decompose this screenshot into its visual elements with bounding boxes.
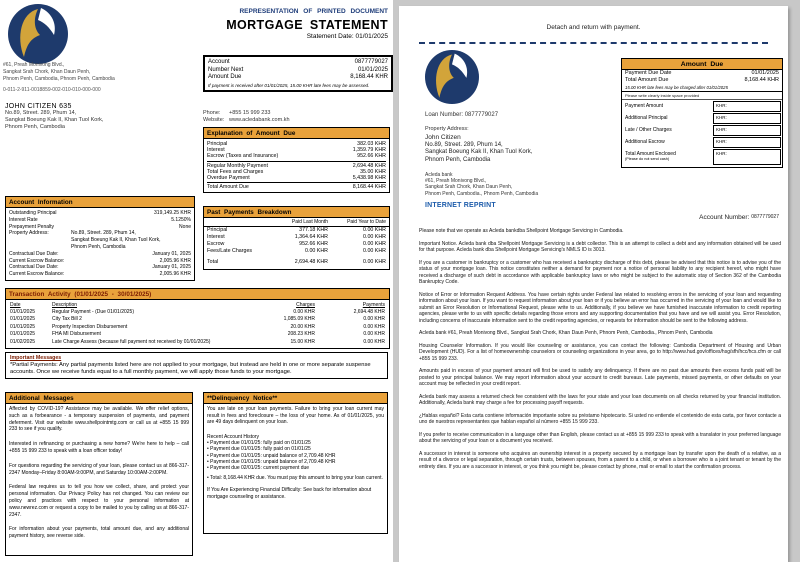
row-label: Principal xyxy=(207,227,228,233)
recipient-address-block xyxy=(5,103,103,131)
bank-name: Acleda bank xyxy=(425,172,453,178)
field-label: Additional Escrow xyxy=(625,138,665,145)
txn-charges: 1,085.09 KHR xyxy=(283,316,315,323)
row-label: Interest xyxy=(207,147,225,154)
row-label: Principal xyxy=(207,141,228,147)
row-value: January 01, 2025 xyxy=(152,264,191,271)
divider xyxy=(207,182,386,183)
property-owner-name: John Citizen xyxy=(425,134,461,141)
disclosure-paragraph: Housing Counselor Information. If you would like counseling or assistance, you can contact the following: Cambodia Department of Housing and Urban Development (HUD). For a list of homeownership counselors or counseling organizations in your area, go to http://www.hud.gov/offices/hsg/sfh/hcc/hcs.cfm or call +855 15 999 233. xyxy=(419,342,781,362)
row-label: Total Amount Due xyxy=(207,184,249,191)
txn-date: 01/01/2025 xyxy=(10,331,36,338)
payment-amount-field xyxy=(622,100,782,112)
disclosure-paragraph: Acleda bank may assess a returned check fee consistent with the laws for your state and your loan documents on all checks returned by your financial institution. Additionally, Acleda bank may charge a fee for processing payoff requests. xyxy=(419,393,781,406)
cell-value: 1,364.64 KHR xyxy=(294,234,328,240)
financial-difficulty-note: If You Are Experiencing Financial Difficulty: See back for information about mortgage counseling or assistance. xyxy=(207,487,372,500)
txn-charges: 15.00 KHR xyxy=(290,338,315,345)
cell-value: 0.00 KHR xyxy=(305,248,328,254)
txn-payments: 0.00 KHR xyxy=(363,316,385,323)
field-label: Late / Other Charges xyxy=(625,126,672,133)
disclosure-paragraph: Please note that we operate as Acleda bankdba Shellpoint Mortgage Servicing in Cambodia. xyxy=(419,228,624,234)
history-total: • Total: 8,168.44 KHR due. You must pay this amount to bring your loan current. xyxy=(207,474,383,481)
row-value: 01/01/2025 xyxy=(751,70,779,76)
section-title: Transaction Activity (01/01/2025 - 30/01/2025) xyxy=(6,289,389,300)
cell-value: 2,694.48 KHR xyxy=(294,259,328,265)
loan-number-label: Loan Number: xyxy=(425,112,464,118)
phone-number: +855 15 999 233 xyxy=(229,110,271,116)
row-label: Escrow (Taxes and Insurance) xyxy=(207,153,279,160)
txn-payments: 0.00 KHR xyxy=(363,338,385,345)
txn-description: City Tax Bill 2 xyxy=(52,316,82,323)
row-label: Fees/Late Charges xyxy=(207,248,253,254)
row-label: Total xyxy=(207,259,219,265)
column-header: Paid Last Month xyxy=(291,219,328,225)
payment-coupon-page xyxy=(399,6,788,562)
bank-address-line: Phnom Penh, Cambodia, Phnom Penh, Cambodia xyxy=(3,76,115,82)
row-value: 2,005.96 KHR xyxy=(159,257,191,264)
cell-value: 377.18 KHR xyxy=(299,227,328,233)
bank-address-line: #61, Preah Monivong Blvd., xyxy=(425,178,487,185)
late-other-charges-entry-box: KHR: xyxy=(713,125,781,136)
bank-return-address xyxy=(3,62,115,83)
account-label: Number Next xyxy=(208,66,244,73)
row-label: Outstanding Principal xyxy=(9,210,57,216)
row-label: Interest Rate xyxy=(9,216,38,223)
recipient-name: JOHN CITIZEN 635 xyxy=(5,103,72,110)
txn-description: Late Charge Assess (because full payment not received by 01/01/2025) xyxy=(52,338,211,345)
row-value: 952.66 KHR xyxy=(357,153,386,160)
acleda-bank-logo-icon xyxy=(8,4,68,64)
property-address-line: Sangkat Boeung Kak II, Khan Tuol Kork, xyxy=(71,237,161,244)
disclosure-paragraph: If you are a customer in bankruptcy or a customer who has received a bankruptcy discharge of this debt, please be advised that this notice is to advise you of the status of your mortgage loan. This notice constitutes neither a demand for payment nor a notice of personal liability to any recipient hereof, who might have received a discharge of such debt in accordance with applicable bankruptcy laws or who might be subject to the automatic stay of Section 362 of the Cambodia Bankruptcy Code. xyxy=(419,259,781,285)
loan-number-line xyxy=(425,112,498,118)
history-item: • Payment due 01/01/25: fully paid on 01/01/25 xyxy=(207,439,311,446)
section-title: Explanation of Amount Due xyxy=(204,128,389,139)
row-label: Prepayment Penalty xyxy=(9,223,55,230)
explanation-of-amount-due-section xyxy=(203,127,390,193)
mail-routing-code: 0-011-2-911-0018859-002-010-010-000-000 xyxy=(3,87,101,93)
account-information-section xyxy=(5,196,195,281)
statement-page xyxy=(0,0,393,562)
bank-address-line: Sangkat Srah Chork, Khan Daun Penh, xyxy=(3,69,91,75)
additional-principal-entry-box: KHR: xyxy=(713,113,781,124)
row-value: 319,149.25 KHR xyxy=(154,210,191,216)
transaction-activity-section xyxy=(5,288,390,349)
disclosure-paragraph: If you prefer to receive communication in a language other than English, please contact us at +855 15 999 233 to speak with a translator in your preferred language about the servicing of your loan or a document you received. xyxy=(419,431,781,444)
property-address-value xyxy=(71,230,161,250)
row-label: Current Escrow Balance: xyxy=(9,257,65,264)
message-paragraph: Affected by COVID-19? Assistance may be available. We offer relief options, such as a forbearance - a temporary suspension of payments, and payment deferment. Visit our website www.shellpointmtg.com or call us at +855 15 999 233 to see if you qualify. xyxy=(9,406,189,433)
disclosure-paragraph: ¿Hablas español? Esta carta contiene información importante sobre su préstamo hipotecario. Si usted no entiende el contenido de esta carta, por favor contacte a uno de nuestros representantes que hablan español al número +855 15 999 233. xyxy=(419,412,781,425)
column-header: Paid Year to Date xyxy=(347,219,386,225)
disclosure-paragraph: Important Notice. Acleda bank dba Shellpoint Mortgage Servicing is a debt collector. This is an attempt to collect a debt and any information obtained will be used for that purpose. Acleda bank dba Shellpoint Mortgage Servicing's NMLS ID is 3013. xyxy=(419,240,781,253)
account-value: 8,168.44 KHR xyxy=(350,74,388,80)
late-fee-note: If payment is received after 01/01/2025, 15.00 KHR late fees may be assessed. xyxy=(208,82,370,88)
account-number-line xyxy=(419,214,779,221)
account-number-label: Account Number: xyxy=(699,214,750,221)
past-payments-breakdown-section xyxy=(203,206,390,270)
additional-escrow-entry-box: KHR: xyxy=(713,137,781,148)
late-fee-note: 15.00 KHR late fees may be charged after 01/01/2025 xyxy=(622,85,782,92)
delinquency-notice-section xyxy=(203,392,388,534)
row-label: Payment Due Date xyxy=(625,70,672,76)
property-address-label: Property Address: xyxy=(425,126,469,132)
section-title: Important Messages xyxy=(10,355,62,361)
detach-instruction: Detach and return with payment. xyxy=(546,24,641,31)
column-header: Description xyxy=(52,302,78,308)
payment-amount-entry-box: KHR: xyxy=(713,101,781,112)
row-value: 8,168.44 KHR xyxy=(744,77,779,84)
additional-escrow-field xyxy=(622,136,782,148)
property-address-line: No.89, Street. 289, Phum 14, xyxy=(425,141,503,148)
bank-address-line: Phnom Penh, Cambodia., Phnom Penh, Cambodia xyxy=(425,190,539,197)
property-address-block xyxy=(425,134,532,164)
row-label: Escrow xyxy=(207,241,225,247)
disclosure-paragraph: Amounts paid in excess of your payment amount will first be used to satisfy any delinquency. If there are no past due amounts then excess funds paid will be posted to your principal balance. We may report information about your account to credit bureaus. Late payments, missed payments, or other defaults on your account may be reflected in your credit report. xyxy=(419,368,781,387)
amount-due-coupon-box xyxy=(621,58,783,168)
txn-charges: 208.23 KHR xyxy=(287,331,315,338)
cell-value: 0.00 KHR xyxy=(363,227,386,233)
account-label: Account xyxy=(208,59,230,65)
row-label: Total Fees and Charges xyxy=(207,168,264,175)
row-label: Overdue Payment xyxy=(207,175,250,182)
cell-value: 0.00 KHR xyxy=(363,241,386,247)
row-label: Contractual Due Date: xyxy=(9,250,59,257)
no-cash-note: (Please do not send cash) xyxy=(625,156,670,161)
column-header: Charges xyxy=(296,302,315,308)
message-paragraph: Interested in refinancing or purchasing a new home? We're here to help – call +855 15 999 233 to speak with a loan officer today! xyxy=(9,441,189,454)
account-value: 0877779027 xyxy=(354,59,388,65)
account-value: 01/01/2025 xyxy=(357,66,388,73)
row-value: January 01, 2025 xyxy=(152,250,191,257)
recipient-address-line: Phnom Penh, Cambodia xyxy=(5,124,65,130)
row-value: None xyxy=(179,223,191,230)
transaction-row xyxy=(6,331,389,338)
disclosure-paragraphs xyxy=(419,228,781,476)
detach-dashed-line xyxy=(419,42,768,44)
late-other-charges-field xyxy=(622,124,782,136)
txn-payments: 2,694.48 KHR xyxy=(353,309,385,315)
history-item: • Payment due 01/01/25: unpaid balance of 2,709.48 KHR xyxy=(207,452,336,459)
section-title: Past Payments Breakdown xyxy=(204,207,389,218)
total-enclosed-entry-box: KHR: xyxy=(713,149,781,165)
txn-description: FHA MI Disbursement xyxy=(52,331,101,338)
property-address-line: No.89, Street. 289, Phum 14, xyxy=(71,230,136,237)
txn-date: 01/01/2025 xyxy=(10,316,36,323)
disclosure-paragraph: Acleda bank #61, Preah Monivong Blvd., Sangkat Srah Chork, Khan Daun Penh, Phnom Penh, Cambodia., Phnom Penh, Cambodia xyxy=(419,330,713,336)
additional-messages-section xyxy=(5,392,193,556)
row-label: Contractual Due Date: xyxy=(9,264,59,271)
row-label: Current Escrow Balance: xyxy=(9,271,65,278)
statement-date: Statement Date: 01/01/2025 xyxy=(306,33,388,40)
row-value: 2,005.96 KHR xyxy=(159,271,191,278)
section-title: Account Information xyxy=(6,197,194,208)
txn-description: Regular Payment - (Due 01/01/2025) xyxy=(52,309,134,315)
row-label: Regular Monthly Payment xyxy=(207,162,268,169)
section-title: Additional Messages xyxy=(6,393,192,404)
cell-value: 0.00 KHR xyxy=(363,234,386,240)
important-messages-section xyxy=(5,352,388,379)
website-url: www.acledabank.com.kh xyxy=(229,117,290,123)
row-value: 382.03 KHR xyxy=(357,141,386,147)
history-item: • Payment due 01/01/25: fully paid on 01/01/25 xyxy=(207,446,311,453)
section-title: **Delinquency Notice** xyxy=(204,393,387,404)
recent-account-history-label: Recent Account History xyxy=(207,433,259,440)
txn-payments: 0.00 KHR xyxy=(363,323,385,330)
bank-address-line: Sangkat Srah Chork, Khan Daun Penh, xyxy=(425,184,513,191)
cell-value: 952.66 KHR xyxy=(299,241,328,247)
field-label xyxy=(625,148,713,165)
history-item: • Payment due 01/01/25: unpaid balance of 2,709.48 KHR xyxy=(207,459,336,465)
row-value: 35.00 KHR xyxy=(360,168,386,175)
property-address-line: Phnom Penh, Cambodia xyxy=(71,243,126,250)
transaction-row xyxy=(6,324,389,331)
transaction-row xyxy=(6,309,389,316)
write-clearly-note: Please write clearly inside space provided xyxy=(622,92,782,100)
field-label: Payment Amount xyxy=(625,102,664,109)
row-value: 1,359.79 KHR xyxy=(352,147,386,154)
message-paragraph: Federal law requires us to tell you how we collect, share, and protect your personal information. Our Privacy Policy has not changed. You can review our policy and practices with respect to your personal information at www.newrez.com or request a copy to be mailed to you by calling us at 866-317-2347. xyxy=(9,484,189,518)
txn-description: Property Inspection Disbursement xyxy=(52,323,128,330)
account-label: Amount Due xyxy=(208,74,242,80)
property-address-label: Property Address: xyxy=(9,230,49,237)
row-label: Interest xyxy=(207,234,225,240)
section-title: Amount Due xyxy=(622,59,782,70)
txn-payments: 0.00 KHR xyxy=(363,331,385,338)
field-label: Additional Principal xyxy=(625,114,668,121)
message-paragraph: For information about your payments, total amount due, and any additional payment history, see reverse side. xyxy=(9,526,189,540)
account-summary-box xyxy=(203,55,393,92)
txn-date: 01/01/2025 xyxy=(10,309,36,315)
row-value: 2,694.48 KHR xyxy=(352,162,386,169)
row-label: Total Amount Due xyxy=(625,77,669,84)
txn-charges: 20.00 KHR xyxy=(290,323,315,330)
page-title: MORTGAGE STATEMENT xyxy=(226,18,388,32)
website-label: Website: xyxy=(203,117,225,123)
bank-contact-block xyxy=(203,110,290,124)
loan-number-value: 0877779027 xyxy=(464,112,499,118)
bank-address-line: #61, Preah Monivong Blvd., xyxy=(3,62,65,68)
transaction-row xyxy=(6,316,389,323)
delinquency-intro: You are late on your loan payments. Failure to bring your loan current may result in fees and foreclosure – the loss of your home. As of 01/01/2025, you are 49 days delinquent on your loan. xyxy=(207,406,384,426)
cell-value: 0.00 KHR xyxy=(363,248,386,254)
txn-date: 01/01/2025 xyxy=(10,323,36,330)
representation-label: REPRESENTATION OF PRINTED DOCUMENT xyxy=(239,8,388,15)
column-header: Payments xyxy=(362,302,385,308)
statement-header xyxy=(200,8,388,40)
important-messages-body: *Partial Payments: Any partial payments listed here are not applied to your mortgage, but instead are held in one or more separate suspense accounts. Once we receive funds equal to a full monthly payment, we will apply those funds to your mortgage. xyxy=(10,362,371,375)
disclosure-paragraph: Notice of Error or Information Request Address. You have certain rights under Federal law related to resolving errors in the servicing of your loan and requesting information about your loan. If you want to request information about your loan or if you believe an error has occurred in the servicing of your loan and would like to submit an Error Resolution or Informational Request, please write to us. Additionally, if you believe we have furnished inaccurate information to credit reporting agencies, please write to us with specific details regarding those errors and any supporting documentation that you have and we will assist you. Error Resolution, including concerns of inaccurate information sent to the credit reporting agencies, or requests for information should be sent to the following address. xyxy=(419,291,781,324)
disclosure-paragraph: A successor in interest is someone who acquires an ownership interest in a property secured by a mortgage loan by transfer upon the death of a relative, as a result of a divorce or legal separation, through certain trusts, between spouses, from a parent to a child, or when a borrower who is a joint tenant or tenant by the entirety dies. If you are a successor in interest, or you think you might be, please contact by phone, mail or email to start the confirmation process. xyxy=(419,450,781,470)
txn-date: 01/02/2025 xyxy=(10,338,36,345)
row-value: 5,438.98 KHR xyxy=(352,175,386,182)
bank-address-block xyxy=(425,172,538,197)
property-address-line: Sangkat Boeung Kak II, Khan Tuol Kork, xyxy=(425,149,533,156)
txn-charges: 0.00 KHR xyxy=(293,309,315,315)
cell-value: 0.00 KHR xyxy=(363,259,386,265)
additional-principal-field xyxy=(622,112,782,124)
internet-reprint-label: INTERNET REPRINT xyxy=(425,202,496,209)
recipient-address-line: Sangkat Boeung Kak II, Khan Tuol Kork, xyxy=(5,117,104,123)
history-item: • Payment due 02/01/25: current payment due xyxy=(207,465,310,472)
column-header: Date xyxy=(10,302,21,308)
transaction-row xyxy=(6,339,389,346)
total-amount-enclosed-field xyxy=(622,148,782,167)
acleda-bank-logo-icon xyxy=(425,50,479,104)
message-paragraph: For questions regarding the servicing of your loan, please contact us at 866-317-2347 Monday–Friday 8:00AM-9:00PM, and Saturday 10:00AM-2:00PM. xyxy=(9,462,189,476)
row-value: 5.1250% xyxy=(171,216,191,223)
divider xyxy=(207,161,386,162)
field-label-text: Total Amount Enclosed xyxy=(625,150,676,157)
phone-label: Phone: xyxy=(203,110,221,116)
account-number-value: 0877779027 xyxy=(751,214,779,220)
property-address-line: Phnom Penh, Cambodia xyxy=(425,156,491,163)
row-value: 8,168.44 KHR xyxy=(352,184,386,191)
recipient-address-line: No.89, Street. 289, Phum 14, xyxy=(5,110,77,116)
